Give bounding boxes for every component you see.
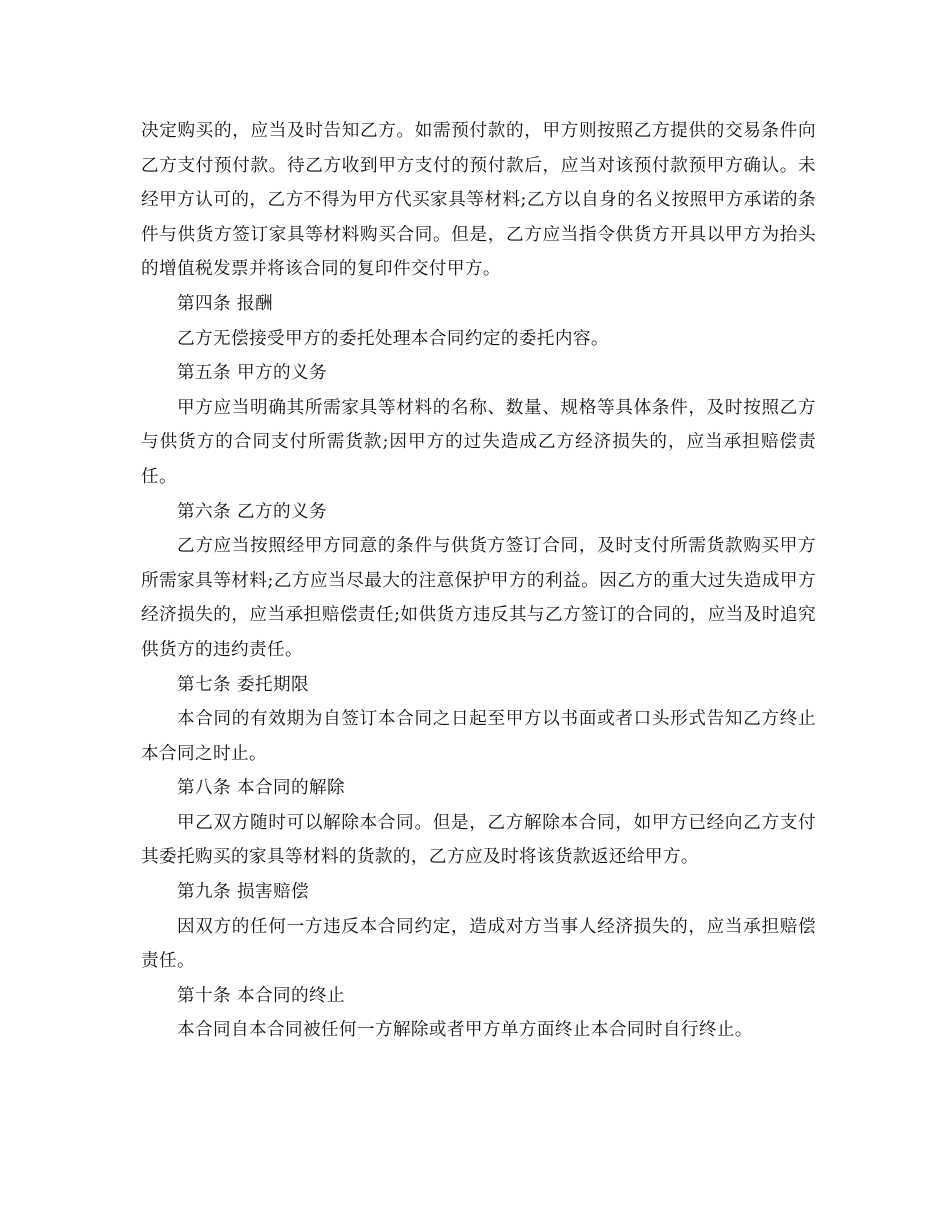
heading-article-9: 第九条 损害赔偿 <box>177 882 309 903</box>
paragraph-article-3-continued: 决定购买的，应当及时告知乙方。如需预付款的，甲方则按照乙方提供的交易条件向乙方支付预付款。待乙方收到甲方支付的预付款后，应当对该预付款预甲方确认。未经甲方认可的，乙方不得为甲方代买家具等材料;乙方以自身的名义按照甲方承诺的条件与供货方签订家具等材料购买合同。但是，乙方应当指令供货方开具以甲方为抬头的增值税发票并将该合同的复印件交付甲方。 <box>141 121 816 280</box>
heading-article-7: 第七条 委托期限 <box>177 674 309 695</box>
paragraph-article-6: 乙方应当按照经甲方同意的条件与供货方签订合同，及时支付所需货款购买甲方所需家具等材料;乙方应当尽最大的注意保护甲方的利益。因乙方的重大过失造成甲方经济损失的，应当承担赔偿责任;如供货方违反其与乙方签订的合同的，应当及时追究供货方的违约责任。 <box>141 536 816 660</box>
heading-article-6: 第六条 乙方的义务 <box>177 501 327 522</box>
paragraph-article-9: 因双方的任何一方违反本合同约定，造成对方当事人经济损失的，应当承担赔偿责任。 <box>141 916 816 972</box>
contract-body <box>141 114 816 1048</box>
heading-article-10: 第十条 本合同的终止 <box>177 985 345 1006</box>
paragraph-article-5: 甲方应当明确其所需家具等材料的名称、数量、规格等具体条件，及时按照乙方与供货方的合同支付所需货款;因甲方的过失造成乙方经济损失的，应当承担赔偿责任。 <box>141 397 816 487</box>
heading-article-5: 第五条 甲方的义务 <box>177 363 327 384</box>
heading-article-8: 第八条 本合同的解除 <box>177 778 345 799</box>
heading-article-4: 第四条 报酬 <box>177 293 273 314</box>
paragraph-article-10: 本合同自本合同被任何一方解除或者甲方单方面终止本合同时自行终止。 <box>177 1020 753 1041</box>
paragraph-article-4: 乙方无偿接受甲方的委托处理本合同约定的委托内容。 <box>177 328 609 349</box>
paragraph-article-7: 本合同的有效期为自签订本合同之日起至甲方以书面或者口头形式告知乙方终止本合同之时止。 <box>141 709 816 764</box>
paragraph-article-8: 甲乙双方随时可以解除本合同。但是，乙方解除本合同，如甲方已经向乙方支付其委托购买的家具等材料的货款的，乙方应及时将该货款返还给甲方。 <box>141 812 816 868</box>
